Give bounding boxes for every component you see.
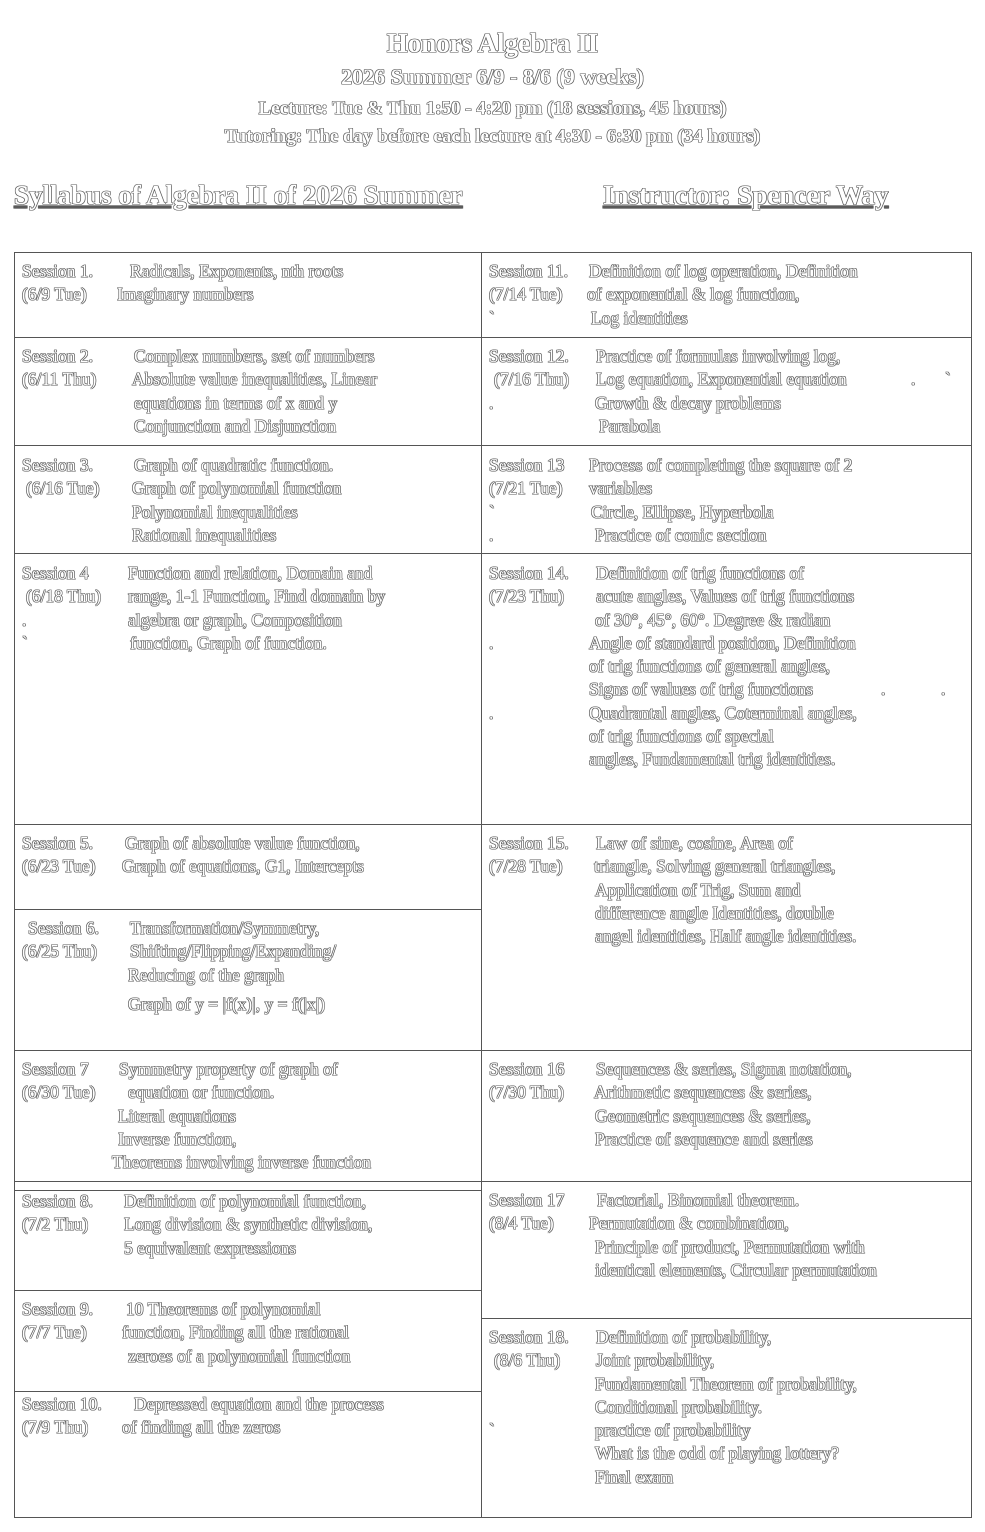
session-topic: Angle of standard position, Definition xyxy=(589,632,856,653)
session-topic: of trig functions of special xyxy=(589,726,774,747)
session-topic: Practice of formulas involving log, xyxy=(596,346,841,366)
session-topic: Principle of product, Permutation with xyxy=(595,1236,865,1257)
session-label: Session 7 xyxy=(22,1059,89,1079)
session-label: Session 18. xyxy=(489,1327,569,1347)
session-topic: Factorial, Binomial theorem. xyxy=(597,1190,800,1210)
session-date: (7/9 Thu) xyxy=(22,1417,89,1438)
session-topic: function, Graph of function. xyxy=(130,632,327,653)
session-topic: Transformation/Symmetry, xyxy=(130,918,320,938)
session-topic: Symmetry property of graph of xyxy=(119,1059,338,1079)
session-topic: 10 Theorems of polynomial xyxy=(126,1299,321,1319)
session-topic: Graph of quadratic function. xyxy=(134,455,334,475)
session-topic: difference angle Identities, double xyxy=(595,902,834,923)
session-date: (8/4 Tue) xyxy=(489,1213,554,1234)
session-label: Session 8. xyxy=(22,1191,93,1211)
session-date: (7/21 Tue) xyxy=(489,478,563,499)
session-topic: of 30°, 45°, 60°. Degree & radian xyxy=(595,609,831,630)
session-label: Session 11. xyxy=(489,261,569,281)
session-topic: Arithmetic sequences & series, xyxy=(594,1082,812,1103)
row-divider xyxy=(481,337,972,338)
session-label: Session 3. xyxy=(22,455,93,475)
session-topic: Permutation & combination, xyxy=(589,1213,789,1234)
session-label: Session 6. xyxy=(28,918,99,938)
session-topic: Definition of polynomial function, xyxy=(124,1191,367,1211)
session-topic: Log equation, Exponential equation xyxy=(596,369,847,390)
session-topic: 5 equivalent expressions xyxy=(124,1237,297,1258)
row-divider xyxy=(14,824,481,825)
session-date: (6/16 Tue) xyxy=(26,478,100,499)
row-divider xyxy=(14,1050,481,1051)
session-topic: Definition of trig functions of xyxy=(596,563,805,583)
row-divider xyxy=(481,824,972,825)
session-topic: Depressed equation and the process xyxy=(134,1394,384,1414)
session-topic: Signs of values of trig functions xyxy=(589,679,814,700)
session-topic: practice of probability xyxy=(595,1420,751,1441)
session-label: Session 12. xyxy=(489,346,569,366)
session-topic: Shifting/Flipping/Expanding/ xyxy=(130,941,337,962)
session-topic: What is the odd of playing lottery? xyxy=(595,1443,839,1464)
session-topic: Conditional probability. xyxy=(595,1396,763,1417)
session-topic: Rational inequalities xyxy=(132,524,277,545)
session-topic: Imaginary numbers xyxy=(117,284,254,305)
session-topic: acute angles, Values of trig functions xyxy=(596,586,855,607)
session-label: Session 2. xyxy=(22,346,93,366)
session-topic: Conjunction and Disjunction xyxy=(134,415,337,436)
instructor-name: Instructor: Spencer Way xyxy=(603,180,889,210)
session-topic: equations in terms of x and y xyxy=(134,392,338,413)
session-topic: Parabola xyxy=(599,415,661,436)
session-label: Session 17 xyxy=(489,1190,565,1210)
session-topic: Definition of probability, xyxy=(596,1327,772,1347)
session-date: (6/30 Tue) xyxy=(22,1082,96,1103)
session-topic: Absolute value inequalities, Linear xyxy=(132,369,377,390)
session-topic: range, 1-1 Function, Find domain by xyxy=(128,586,386,607)
column-divider xyxy=(481,252,482,1518)
session-topic: identical elements, Circular permutation xyxy=(595,1259,877,1280)
session-date: (7/28 Tue) xyxy=(489,856,563,877)
row-divider xyxy=(14,1391,481,1392)
session-topic: zeroes of a polynomial function xyxy=(128,1345,351,1366)
session-date: (6/18 Thu) xyxy=(26,586,102,607)
session-topic: triangle, Solving general triangles, xyxy=(594,856,836,877)
session-date: (7/23 Thu) xyxy=(489,586,565,607)
session-topic: Polynomial inequalities xyxy=(132,501,298,522)
tutoring-schedule: Tutoring: The day before each lecture at 4:30 - 6:30 pm (34 hours) xyxy=(224,126,761,147)
session-topic: Literal equations xyxy=(118,1105,237,1126)
session-topic: Fundamental Theorem of probability, xyxy=(595,1373,857,1394)
session-topic: Process of completing the square of 2 xyxy=(589,455,853,475)
session-topic: Final exam xyxy=(595,1466,674,1487)
session-date: (7/7 Tue) xyxy=(22,1322,87,1343)
session-topic: Radicals, Exponents, nth roots xyxy=(130,261,344,281)
session-topic: of finding all the zeros xyxy=(122,1417,281,1438)
session-label: Session 14. xyxy=(489,563,569,583)
session-topic: Practice of sequence and series xyxy=(595,1128,813,1149)
session-topic: Joint probability, xyxy=(596,1350,715,1371)
session-date: (6/9 Tue) xyxy=(22,284,87,305)
session-label: Session 16 xyxy=(489,1059,565,1079)
session-topic: angel identities, Half angle identities. xyxy=(595,926,857,947)
session-label: Session 10. xyxy=(22,1394,102,1414)
session-topic: Definition of log operation, Definition xyxy=(589,261,858,281)
session-date: (6/25 Thu) xyxy=(22,941,98,962)
session-label: Session 4 xyxy=(22,563,89,583)
session-topic: Growth & decay problems xyxy=(595,392,782,413)
row-divider xyxy=(481,1050,972,1051)
session-topic: Graph of absolute value function, xyxy=(125,833,360,853)
lecture-schedule: Lecture: Tue & Thu 1:50 - 4:20 pm (18 sessions, 45 hours) xyxy=(258,98,727,119)
session-topic: Quadrantal angles, Coterminal angles, xyxy=(589,702,857,723)
row-divider xyxy=(14,909,481,910)
term-dates: 2026 Summer 6/9 - 8/6 (9 weeks) xyxy=(341,64,644,89)
session-topic: Complex numbers, set of numbers xyxy=(134,346,375,366)
row-divider xyxy=(14,553,481,554)
session-topic: Theorems involving inverse function xyxy=(112,1152,372,1173)
row-divider xyxy=(481,1181,972,1182)
session-topic: Sequences & series, Sigma notation, xyxy=(596,1059,852,1079)
session-topic: Application of Trig, Sum and xyxy=(595,879,801,900)
session-topic: of trig functions of general angles, xyxy=(589,656,831,677)
session-topic: Log identities xyxy=(591,307,688,328)
row-divider xyxy=(14,337,481,338)
session-topic: Graph of polynomial function xyxy=(132,478,342,499)
session-topic: angles, Fundamental trig identities. xyxy=(589,749,836,770)
session-topic: function, Finding all the rational xyxy=(122,1322,349,1343)
session-topic: Function and relation, Domain and xyxy=(128,563,373,583)
row-divider xyxy=(14,1181,481,1182)
row-divider xyxy=(481,445,972,446)
session-date: (6/23 Tue) xyxy=(22,856,96,877)
session-topic: Graph of y = |f(x)|, y = f(|x|) xyxy=(128,993,326,1014)
session-date: (7/16 Thu) xyxy=(494,369,570,390)
session-topic: of exponential & log function, xyxy=(587,284,800,305)
session-topic: Circle, Ellipse, Hyperbola xyxy=(591,501,774,522)
session-label: Session 9. xyxy=(22,1299,93,1319)
session-topic: Long division & synthetic division, xyxy=(124,1214,373,1235)
session-label: Session 5. xyxy=(22,833,93,853)
row-divider xyxy=(14,445,481,446)
session-date: (7/30 Thu) xyxy=(489,1082,565,1103)
session-date: (7/14 Tue) xyxy=(489,284,563,305)
session-topic: Reducing of the graph xyxy=(128,964,284,985)
session-date: (7/2 Thu) xyxy=(22,1214,89,1235)
syllabus-title: Syllabus of Algebra II of 2026 Summer xyxy=(14,180,463,210)
session-label: Session 15. xyxy=(489,833,569,853)
row-divider xyxy=(481,553,972,554)
session-topic: Inverse function, xyxy=(118,1128,237,1149)
session-date: (6/11 Thu) xyxy=(22,369,97,390)
session-topic: variables xyxy=(589,478,653,499)
session-label: Session 13 xyxy=(489,455,565,475)
row-divider xyxy=(14,1290,481,1291)
session-topic: Law of sine, cosine, Area of xyxy=(596,833,793,853)
session-topic: Practice of conic section xyxy=(595,524,767,545)
session-topic: Geometric sequences & series, xyxy=(595,1105,811,1126)
session-topic: Graph of equations, G1, Intercepts xyxy=(122,856,365,877)
session-topic: equation or function. xyxy=(128,1082,275,1103)
course-title: Honors Algebra II xyxy=(386,28,599,58)
session-label: Session 1. xyxy=(22,261,93,281)
session-topic: algebra or graph, Composition xyxy=(128,609,342,630)
session-date: (8/6 Thu) xyxy=(494,1350,561,1371)
row-divider xyxy=(481,1318,972,1319)
